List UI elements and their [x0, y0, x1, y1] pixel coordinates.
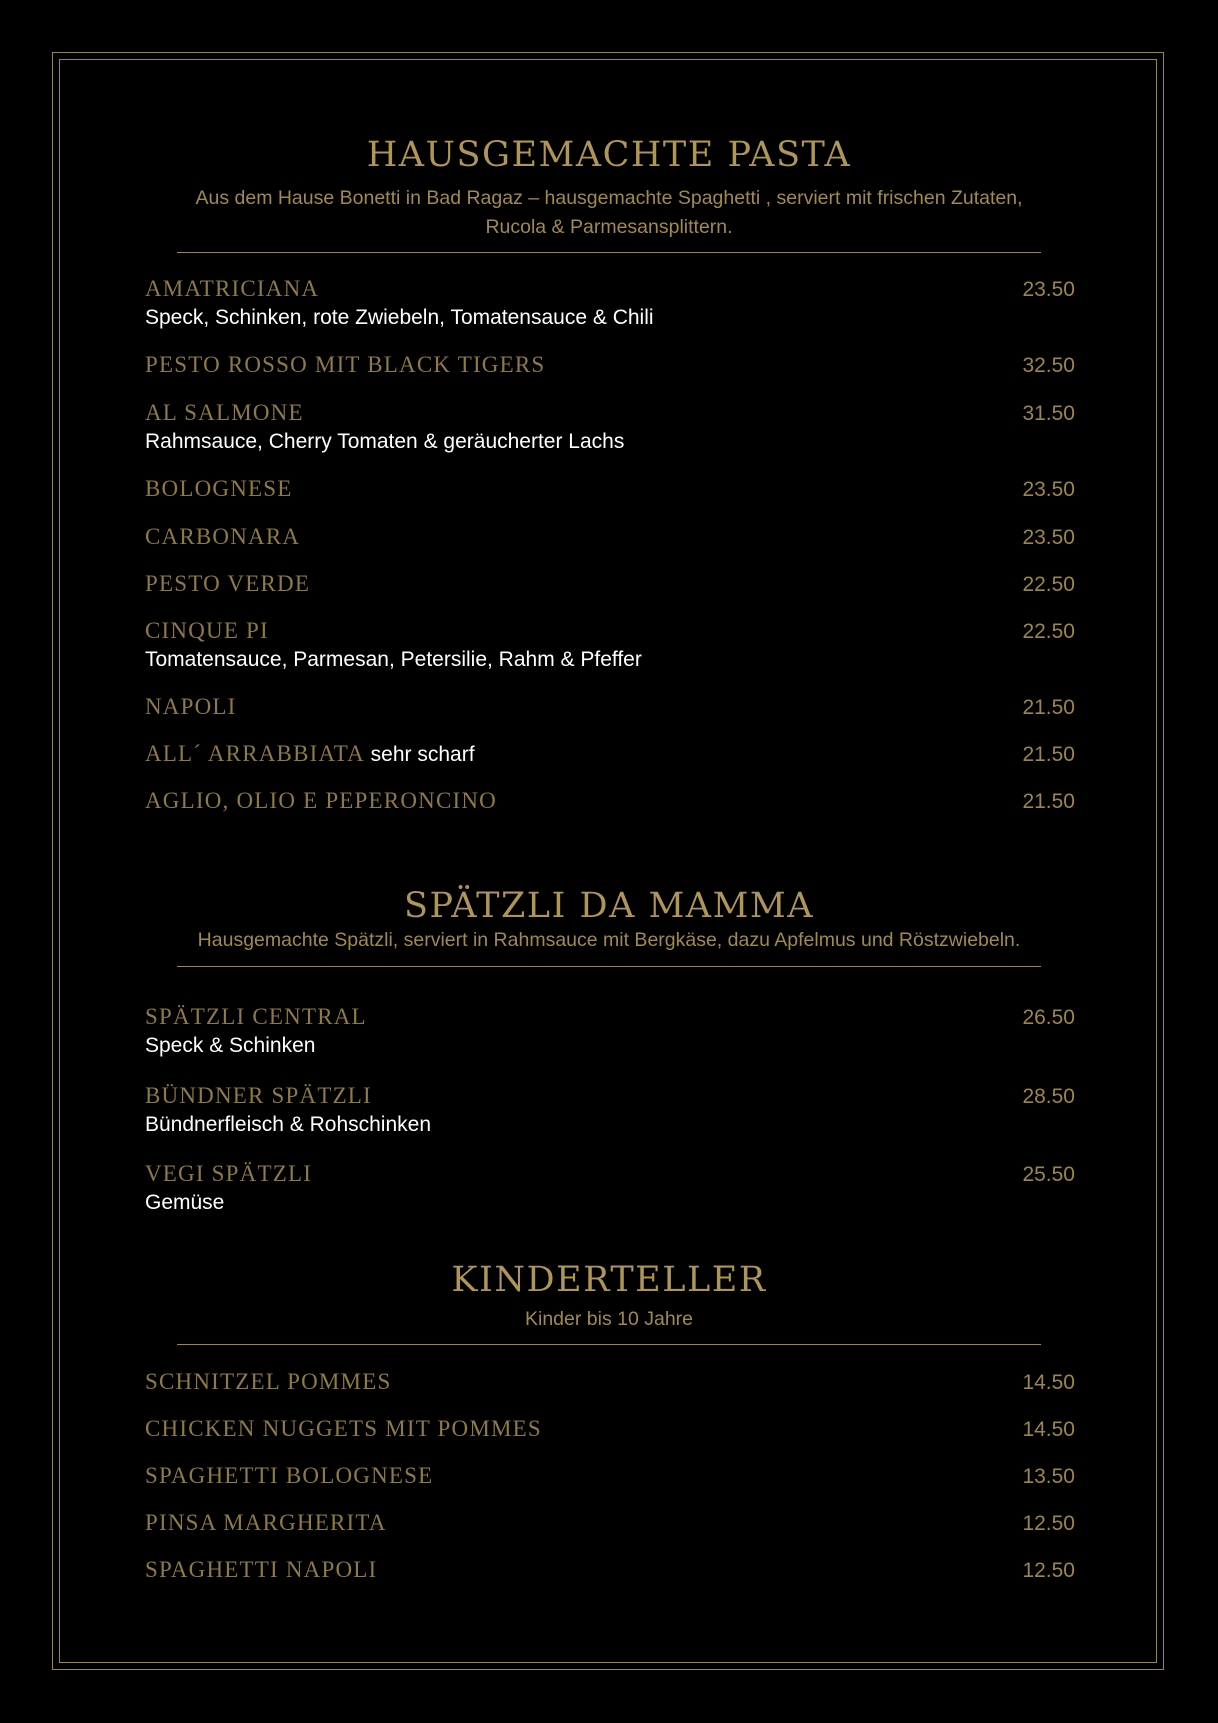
menu-item	[145, 523, 1075, 551]
item-price: 21.50	[1022, 743, 1075, 766]
menu-item	[145, 693, 1075, 721]
menu-item	[145, 275, 1075, 333]
item-price: 23.50	[1022, 278, 1075, 301]
section-subtitle-kinderteller: Kinder bis 10 Jahre	[524, 1308, 694, 1330]
section-title-kinderteller: KINDERTELLER	[451, 1260, 767, 1300]
item-name: CHICKEN NUGGETS MIT POMMES	[145, 1416, 542, 1441]
item-price: 31.50	[1022, 402, 1075, 425]
item-price: 21.50	[1022, 696, 1075, 719]
menu-item	[145, 1462, 1075, 1490]
menu-item	[145, 475, 1075, 503]
item-description: Tomatensauce, Parmesan, Petersilie, Rahm & Pfeffer	[145, 648, 642, 671]
section-title-pasta: HAUSGEMACHTE PASTA	[366, 135, 852, 175]
item-name: AMATRICIANA	[145, 276, 320, 301]
item-price: 12.50	[1022, 1559, 1075, 1582]
menu-item	[145, 740, 1075, 769]
item-name: AL SALMONE	[145, 400, 304, 425]
item-description: Speck, Schinken, rote Zwiebeln, Tomatensauce & Chili	[145, 306, 654, 329]
item-price: 32.50	[1022, 354, 1075, 377]
menu-item	[145, 351, 1075, 379]
menu-item	[145, 1415, 1075, 1443]
section-subtitle-pasta-line-1: Aus dem Hause Bonetti in Bad Ragaz – hausgemachte Spaghetti , serviert mit frischen Zutaten,	[195, 187, 1023, 209]
menu-item	[145, 1082, 1075, 1140]
item-price: 21.50	[1022, 790, 1075, 813]
menu-item	[145, 1556, 1075, 1584]
section-divider	[177, 1344, 1041, 1345]
item-description: Rahmsauce, Cherry Tomaten & geräucherter Lachs	[145, 430, 625, 453]
item-name: PINSA MARGHERITA	[145, 1510, 387, 1535]
item-name: SCHNITZEL POMMES	[145, 1369, 392, 1394]
item-spice-note: sehr scharf	[370, 743, 475, 766]
item-name: SPÄTZLI CENTRAL	[145, 1004, 367, 1029]
item-name: BOLOGNESE	[145, 476, 293, 501]
item-price: 22.50	[1022, 573, 1075, 596]
item-name: VEGI SPÄTZLI	[145, 1161, 313, 1186]
menu-item	[145, 1160, 1075, 1218]
item-name: PESTO ROSSO MIT BLACK TIGERS	[145, 352, 546, 377]
item-description: Speck & Schinken	[145, 1034, 316, 1057]
item-price: 23.50	[1022, 478, 1075, 501]
item-price: 13.50	[1022, 1465, 1075, 1488]
item-name: SPAGHETTI NAPOLI	[145, 1557, 378, 1582]
section-divider	[177, 252, 1041, 253]
menu-item	[145, 399, 1075, 457]
item-name: BÜNDNER SPÄTZLI	[145, 1083, 372, 1108]
item-name: NAPOLI	[145, 694, 237, 719]
item-name: ALL´ ARRABBIATA	[145, 741, 364, 766]
item-price: 14.50	[1022, 1418, 1075, 1441]
menu-item	[145, 1003, 1075, 1061]
item-name: SPAGHETTI BOLOGNESE	[145, 1463, 434, 1488]
item-name: CARBONARA	[145, 524, 301, 549]
item-price: 25.50	[1022, 1163, 1075, 1186]
section-subtitle-spaetzli: Hausgemachte Spätzli, serviert in Rahmsauce mit Bergkäse, dazu Apfelmus und Röstzwiebeln.	[197, 929, 1021, 951]
menu-item	[145, 1509, 1075, 1537]
item-description: Bündnerfleisch & Rohschinken	[145, 1113, 432, 1136]
section-title-spaetzli: SPÄTZLI DA MAMMA	[403, 886, 815, 926]
item-description: Gemüse	[145, 1191, 225, 1214]
item-name: CINQUE PI	[145, 618, 269, 643]
item-price: 12.50	[1022, 1512, 1075, 1535]
item-price: 22.50	[1022, 620, 1075, 643]
item-price: 28.50	[1022, 1085, 1075, 1108]
menu-item	[145, 787, 1075, 815]
menu-item	[145, 570, 1075, 598]
item-name-with-note	[145, 740, 1075, 769]
item-price: 26.50	[1022, 1006, 1075, 1029]
item-price: 23.50	[1022, 526, 1075, 549]
item-name: AGLIO, OLIO E PEPERONCINO	[145, 788, 497, 813]
menu-item	[145, 1368, 1075, 1396]
section-divider	[177, 966, 1041, 967]
menu-item	[145, 617, 1075, 675]
section-subtitle-pasta-line-2: Rucola & Parmesansplittern.	[485, 216, 733, 238]
item-price: 14.50	[1022, 1371, 1075, 1394]
item-name: PESTO VERDE	[145, 571, 311, 596]
